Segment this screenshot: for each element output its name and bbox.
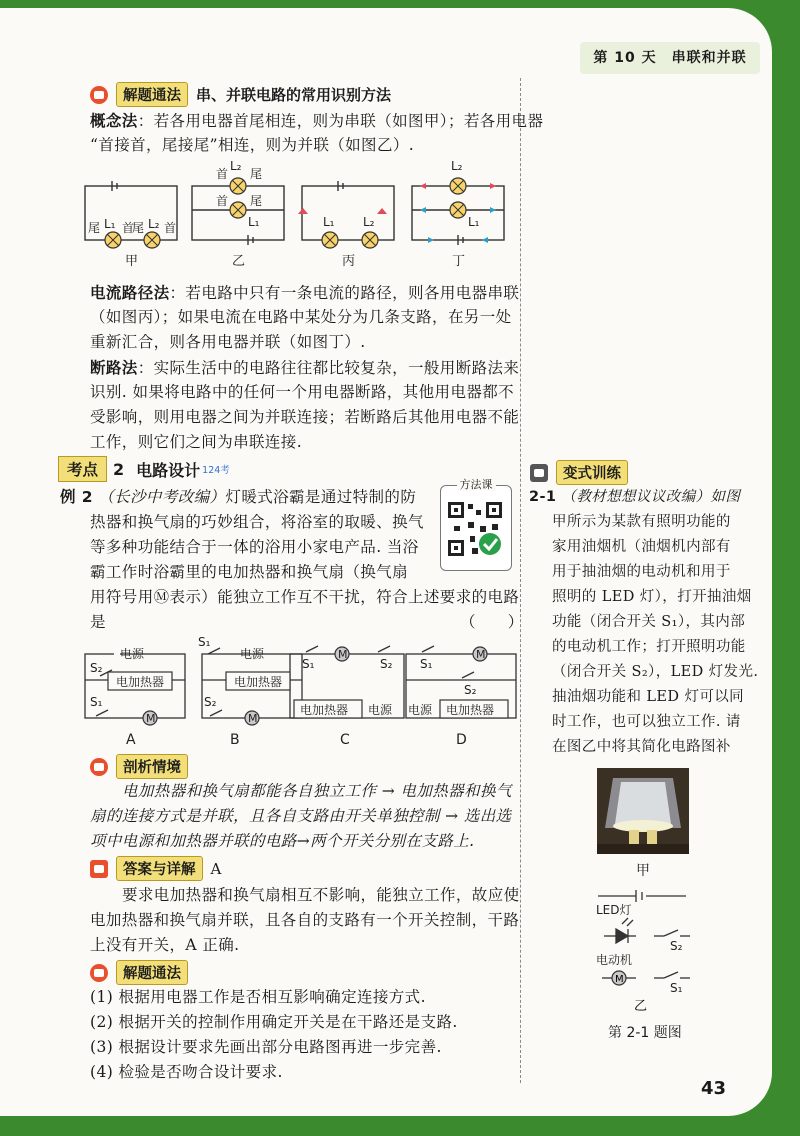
- page-header: 第 10 天 串联和并联: [580, 42, 760, 74]
- method-icon: [90, 86, 108, 104]
- incomplete-circuit: [594, 884, 704, 1016]
- option-b-label: B: [230, 732, 240, 748]
- answer-line3: 上没有开关，A 正确.: [90, 936, 240, 954]
- svg-text:S₁: S₁: [90, 695, 103, 709]
- series-parallel-diagrams: [80, 158, 510, 270]
- svg-text:S₂: S₂: [670, 939, 683, 953]
- range-hood-illustration: [597, 768, 689, 854]
- current-path-line3: 重新汇合，则各用电器并联（如图丁）.: [90, 333, 366, 351]
- kaodian-heading: 考点 2 电路设计 124考: [58, 456, 230, 482]
- svg-text:L₁: L₁: [323, 215, 335, 229]
- fig-label-yi: 乙: [232, 254, 246, 269]
- ex2-line2: 热器和换气扇的巧妙组合，将浴室的取暖、换气: [90, 513, 424, 531]
- method-heading: [90, 82, 391, 107]
- ex2-line4: 霸工作时浴霸里的电加热器和换气扇（换气扇: [90, 563, 409, 581]
- svg-text:M: M: [615, 974, 624, 985]
- open-circuit-line1: 断路法：实际生活中的电路往往都比较复杂，一般用断路法来: [90, 358, 520, 377]
- svg-text:L₂: L₂: [451, 159, 463, 173]
- svg-text:尾: 尾: [132, 221, 145, 235]
- svg-text:S₂: S₂: [464, 683, 477, 697]
- answer-heading: 答案与详解 A: [90, 856, 221, 881]
- svg-text:乙: 乙: [634, 999, 648, 1014]
- concept-para-line1: 概念法：若各用电器首尾相连，则为串联（如图甲）；若各用电器: [90, 111, 544, 130]
- method-item-2: (2) 根据开关的控制作用确定开关是在干路还是支路.: [90, 1013, 458, 1031]
- svg-text:M: M: [338, 648, 348, 661]
- svg-text:电源: 电源: [368, 703, 393, 717]
- analysis-line3: 项中电源和加热器并联的电路→两个开关分别在支路上.: [90, 832, 475, 850]
- options-diagrams: [80, 632, 520, 750]
- fig-label-bing: 丙: [342, 254, 356, 269]
- analysis-icon: [90, 758, 108, 776]
- svg-text:首: 首: [122, 221, 135, 235]
- qr-pattern: [446, 500, 504, 558]
- variant-line5: 照明的 LED 灯），打开抽油烟: [552, 589, 752, 605]
- option-c-label: C: [340, 732, 350, 748]
- svg-text:L₁: L₁: [248, 215, 260, 229]
- answer-line1: 要求电加热器和换气扇相互不影响，能独立工作，故应使: [122, 886, 520, 904]
- svg-text:LED灯: LED灯: [596, 903, 632, 917]
- svg-text:电源: 电源: [408, 703, 433, 717]
- svg-text:电加热器: 电加热器: [300, 703, 349, 717]
- qr-code[interactable]: 方法课: [440, 485, 512, 571]
- method2-heading: 解题通法: [90, 960, 188, 985]
- hand-icon: [530, 464, 548, 482]
- method2-icon: [90, 964, 108, 982]
- svg-text:L₂: L₂: [363, 215, 375, 229]
- svg-text:L₂: L₂: [148, 217, 160, 231]
- variant-line6: 功能（闭合开关 S₁），其内部: [552, 614, 746, 630]
- variant-line3: 家用油烟机（油烟机内部有: [552, 539, 731, 555]
- method-title: 串、并联电路的常用识别方法: [196, 86, 392, 104]
- svg-text:S₁: S₁: [420, 657, 433, 671]
- method-item-3: (3) 根据设计要求先画出部分电路图再进一步完善.: [90, 1038, 442, 1056]
- svg-text:电动机: 电动机: [596, 953, 633, 967]
- answer-value: A: [210, 859, 222, 878]
- svg-text:M: M: [476, 648, 486, 661]
- svg-text:S₂: S₂: [204, 695, 217, 709]
- svg-text:首: 首: [164, 221, 177, 235]
- svg-text:L₂: L₂: [230, 159, 242, 173]
- calendar-icon: [90, 860, 108, 878]
- range-hood-photo: [597, 768, 689, 854]
- svg-text:S₂: S₂: [90, 661, 103, 675]
- ex2-line1: 例 2 （长沙中考改编）灯暖式浴霸是通过特制的防: [60, 488, 417, 506]
- analysis-line1: 电加热器和换气扇都能各自独立工作 → 电加热器和换气: [122, 782, 512, 800]
- fig-label-ding: 丁: [452, 254, 466, 269]
- svg-text:首: 首: [216, 167, 229, 181]
- svg-text:M: M: [248, 712, 258, 725]
- variant-line10: 时工作，也可以独立工作. 请: [552, 714, 741, 730]
- column-divider: [520, 78, 521, 1083]
- concept-para-line2: “首接首，尾接尾”相连，则为并联（如图乙）.: [90, 136, 415, 154]
- svg-text:L₁: L₁: [104, 217, 116, 231]
- ex2-line6: 是: [90, 613, 106, 631]
- svg-text:M: M: [146, 712, 156, 725]
- variant-line1: 2-1 （教材想想议议改编）如图: [529, 489, 741, 505]
- method-item-1: (1) 根据用电器工作是否相互影响确定连接方式.: [90, 988, 426, 1006]
- analysis-line2: 扇的连接方式是并联，且各自支路由开关单独控制 → 选出选: [90, 807, 512, 825]
- current-path-line1: 电流路径法：若电路中只有一条电流的路径，则各用电器串联: [90, 283, 520, 302]
- svg-text:电源: 电源: [120, 647, 145, 661]
- svg-text:S₁: S₁: [198, 635, 211, 649]
- answer-blank: （ ）: [460, 613, 524, 631]
- answer-line2: 电加热器和换气扇并联，且各自的支路有一个开关控制，干路: [90, 911, 520, 929]
- svg-text:L₁: L₁: [468, 215, 480, 229]
- svg-text:电加热器: 电加热器: [234, 675, 283, 689]
- photo-caption: 甲: [636, 863, 650, 879]
- current-path-line2: （如图丙）；如果电流在电路中某处分为几条支路，在另一处: [90, 308, 512, 326]
- svg-text:电源: 电源: [240, 647, 265, 661]
- svg-text:电加热器: 电加热器: [446, 703, 495, 717]
- variant-line4: 用于抽油烟的电动机和用于: [552, 564, 731, 580]
- svg-text:S₂: S₂: [380, 657, 393, 671]
- option-d-label: D: [456, 732, 467, 748]
- variant-line2: 甲所示为某款有照明功能的: [552, 514, 731, 530]
- svg-text:电加热器: 电加热器: [116, 675, 165, 689]
- open-circuit-line3: 受影响，则用电器之间为并联连接；若断路后其他用电器不能: [90, 408, 520, 426]
- svg-text:S₁: S₁: [302, 657, 315, 671]
- svg-text:尾: 尾: [250, 194, 263, 208]
- variant-heading: 变式训练: [530, 460, 628, 485]
- method-tag: 解题通法: [116, 82, 188, 107]
- variant-line7: 的电动机工作；打开照明功能: [552, 639, 746, 655]
- option-a-label: A: [126, 732, 136, 748]
- open-circuit-line2: 识别. 如果将电路中的任何一个用电器断路，其他用电器都不: [90, 383, 515, 401]
- variant-line11: 在图乙中将其简化电路图补: [552, 739, 731, 755]
- figure-title: 第 2-1 题图: [608, 1025, 682, 1041]
- svg-text:首: 首: [216, 194, 229, 208]
- analysis-heading: 剖析情境: [90, 754, 188, 779]
- open-circuit-line4: 工作，则它们之间为串联连接.: [90, 433, 303, 451]
- variant-line9: 抽油烟功能和 LED 灯可以同: [552, 689, 745, 705]
- fig-label-jia: 甲: [125, 254, 139, 269]
- label-tail: 尾: [88, 221, 101, 235]
- page-number: 43: [701, 1078, 727, 1099]
- variant-line8: （闭合开关 S₂），LED 灯发光.: [552, 664, 759, 680]
- svg-text:尾: 尾: [250, 167, 263, 181]
- svg-text:S₁: S₁: [670, 981, 683, 995]
- method-item-4: (4) 检验是否吻合设计要求.: [90, 1063, 283, 1081]
- page: [0, 8, 772, 1116]
- ex2-line3: 等多种功能结合于一体的浴用小家电产品. 当浴: [90, 538, 419, 556]
- ex2-line5: 用符号用Ⓜ表示）能独立工作互不干扰，符合上述要求的电路: [90, 588, 520, 606]
